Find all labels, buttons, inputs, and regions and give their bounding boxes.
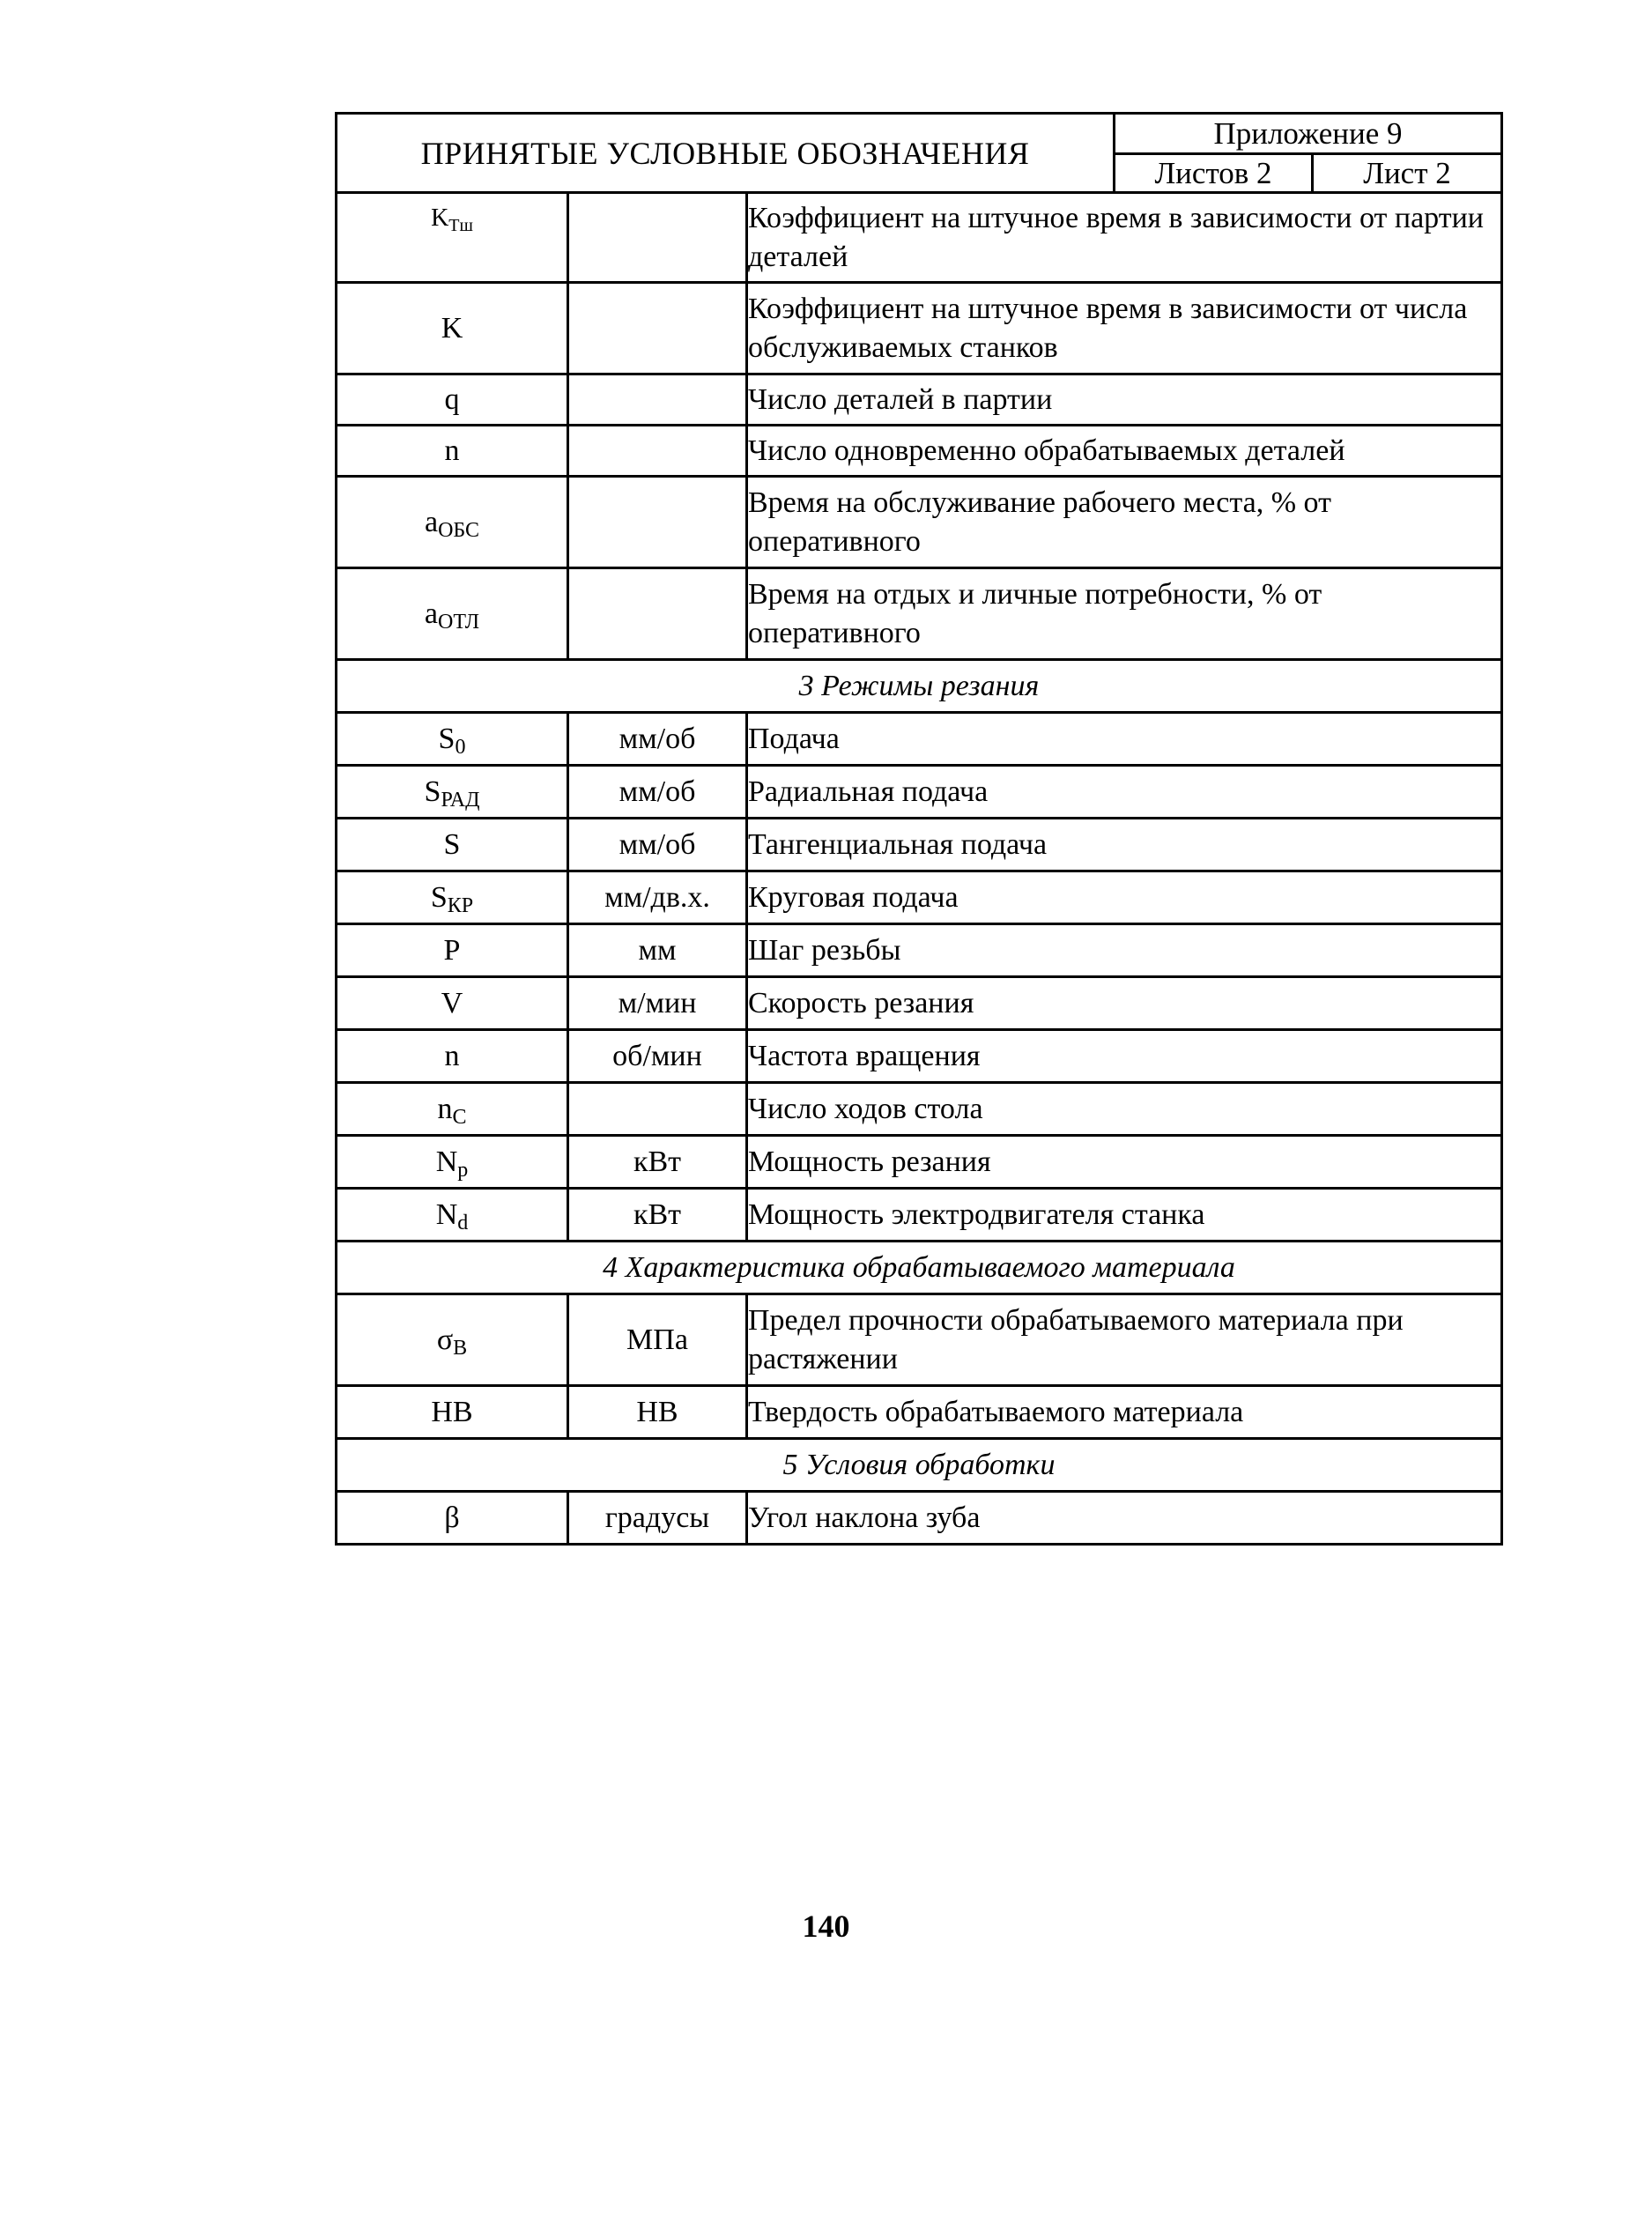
symbol-cell: β: [337, 1492, 568, 1545]
unit-cell: м/мин: [568, 977, 747, 1030]
page-number: 140: [802, 1909, 850, 1944]
section-row: [337, 1242, 1502, 1294]
description-cell: Угол наклона зуба: [747, 1492, 1502, 1545]
unit-cell: мм/об: [568, 713, 747, 766]
appendix-label: Приложение 9: [1115, 115, 1500, 155]
table-row: [337, 713, 1502, 766]
description-cell: Частота вращения: [747, 1030, 1502, 1083]
sheet-counter: [1115, 155, 1500, 191]
symbol-cell: P: [337, 924, 568, 977]
unit-cell: [568, 193, 747, 283]
description-cell: Шаг резьбы: [747, 924, 1502, 977]
unit-cell: [568, 568, 747, 660]
unit-cell: кВт: [568, 1189, 747, 1242]
description-cell: Время на обслуживание рабочего места, % от оперативного: [747, 477, 1502, 568]
sheets-total: Листов 2: [1115, 155, 1314, 191]
description-cell: Тангенциальная подача: [747, 819, 1502, 871]
table-row: [337, 977, 1502, 1030]
symbol-cell: $N_d$: [337, 1189, 568, 1242]
table-row: [337, 477, 1502, 568]
description-cell: Скорость резания: [747, 977, 1502, 1030]
description-cell: Мощность электродвигателя станка: [747, 1189, 1502, 1242]
unit-cell: мм/об: [568, 766, 747, 819]
description-cell: Твердость обрабатываемого материала: [747, 1386, 1502, 1439]
sheet-current: Лист 2: [1363, 155, 1451, 190]
title-block: [1113, 115, 1500, 191]
table-row: [337, 819, 1502, 871]
table-row: [337, 1492, 1502, 1545]
table-row: [337, 1083, 1502, 1136]
symbol-cell: $n_C$: [337, 1083, 568, 1136]
symbol-cell: HB: [337, 1386, 568, 1439]
section-row: [337, 1439, 1502, 1492]
unit-cell: кВт: [568, 1136, 747, 1189]
description-cell: Число ходов стола: [747, 1083, 1502, 1136]
symbol-cell: $S_0$: [337, 713, 568, 766]
symbol-cell: K: [337, 283, 568, 374]
table-row: [337, 1294, 1502, 1386]
symbol-cell: n: [337, 1030, 568, 1083]
section-heading: 3 Режимы резания: [337, 660, 1502, 713]
description-cell: Подача: [747, 713, 1502, 766]
unit-cell: [568, 374, 747, 426]
document-title: ПРИНЯТЫЕ УСЛОВНЫЕ ОБОЗНАЧЕНИЯ: [420, 135, 1030, 171]
symbol-cell: $N_p$: [337, 1136, 568, 1189]
unit-cell: [568, 1083, 747, 1136]
unit-cell: HB: [568, 1386, 747, 1439]
table-row: [337, 374, 1502, 426]
unit-cell: [568, 283, 747, 374]
section-row: [337, 660, 1502, 713]
table-row: [337, 871, 1502, 924]
table-row: [337, 1386, 1502, 1439]
notation-table: [335, 191, 1503, 1546]
description-cell: Мощность резания: [747, 1136, 1502, 1189]
table-row: [337, 1136, 1502, 1189]
description-cell: Число одновременно обрабатываемых деталей: [747, 426, 1502, 477]
section-heading: 5 Условия обработки: [337, 1439, 1502, 1492]
notation-sheet: [335, 112, 1503, 1546]
unit-cell: МПа: [568, 1294, 747, 1386]
symbol-cell: $S_{РАД}$: [337, 766, 568, 819]
unit-cell: градусы: [568, 1492, 747, 1545]
unit-cell: мм/дв.х.: [568, 871, 747, 924]
description-cell: Коэффициент на штучное время в зависимости от числа обслуживаемых станков: [747, 283, 1502, 374]
table-row: [337, 283, 1502, 374]
unit-cell: мм: [568, 924, 747, 977]
symbol-cell: $a_{ОБС}$: [337, 477, 568, 568]
table-row: [337, 1189, 1502, 1242]
section-heading: 4 Характеристика обрабатываемого материала: [337, 1242, 1502, 1294]
sheet-header: [335, 112, 1503, 191]
table-row: [337, 1030, 1502, 1083]
symbol-cell: $\sigma_B$: [337, 1294, 568, 1386]
symbol-cell: $K_{Тш}$: [337, 193, 568, 283]
symbol-cell: q: [337, 374, 568, 426]
table-row: [337, 568, 1502, 660]
symbol-cell: V: [337, 977, 568, 1030]
description-cell: Предел прочности обрабатываемого материала при растяжении: [747, 1294, 1502, 1386]
unit-cell: [568, 477, 747, 568]
unit-cell: об/мин: [568, 1030, 747, 1083]
table-row: [337, 426, 1502, 477]
table-row: [337, 924, 1502, 977]
symbol-cell: $S_{КР}$: [337, 871, 568, 924]
unit-cell: мм/об: [568, 819, 747, 871]
table-row: [337, 193, 1502, 283]
description-cell: Число деталей в партии: [747, 374, 1502, 426]
description-cell: Время на отдых и личные потребности, % от оперативного: [747, 568, 1502, 660]
unit-cell: [568, 426, 747, 477]
symbol-cell: n: [337, 426, 568, 477]
table-row: [337, 766, 1502, 819]
description-cell: Круговая подача: [747, 871, 1502, 924]
description-cell: Радиальная подача: [747, 766, 1502, 819]
symbol-cell: $a_{ОТЛ}$: [337, 568, 568, 660]
description-cell: Коэффициент на штучное время в зависимости от партии деталей: [747, 193, 1502, 283]
symbol-cell: S: [337, 819, 568, 871]
